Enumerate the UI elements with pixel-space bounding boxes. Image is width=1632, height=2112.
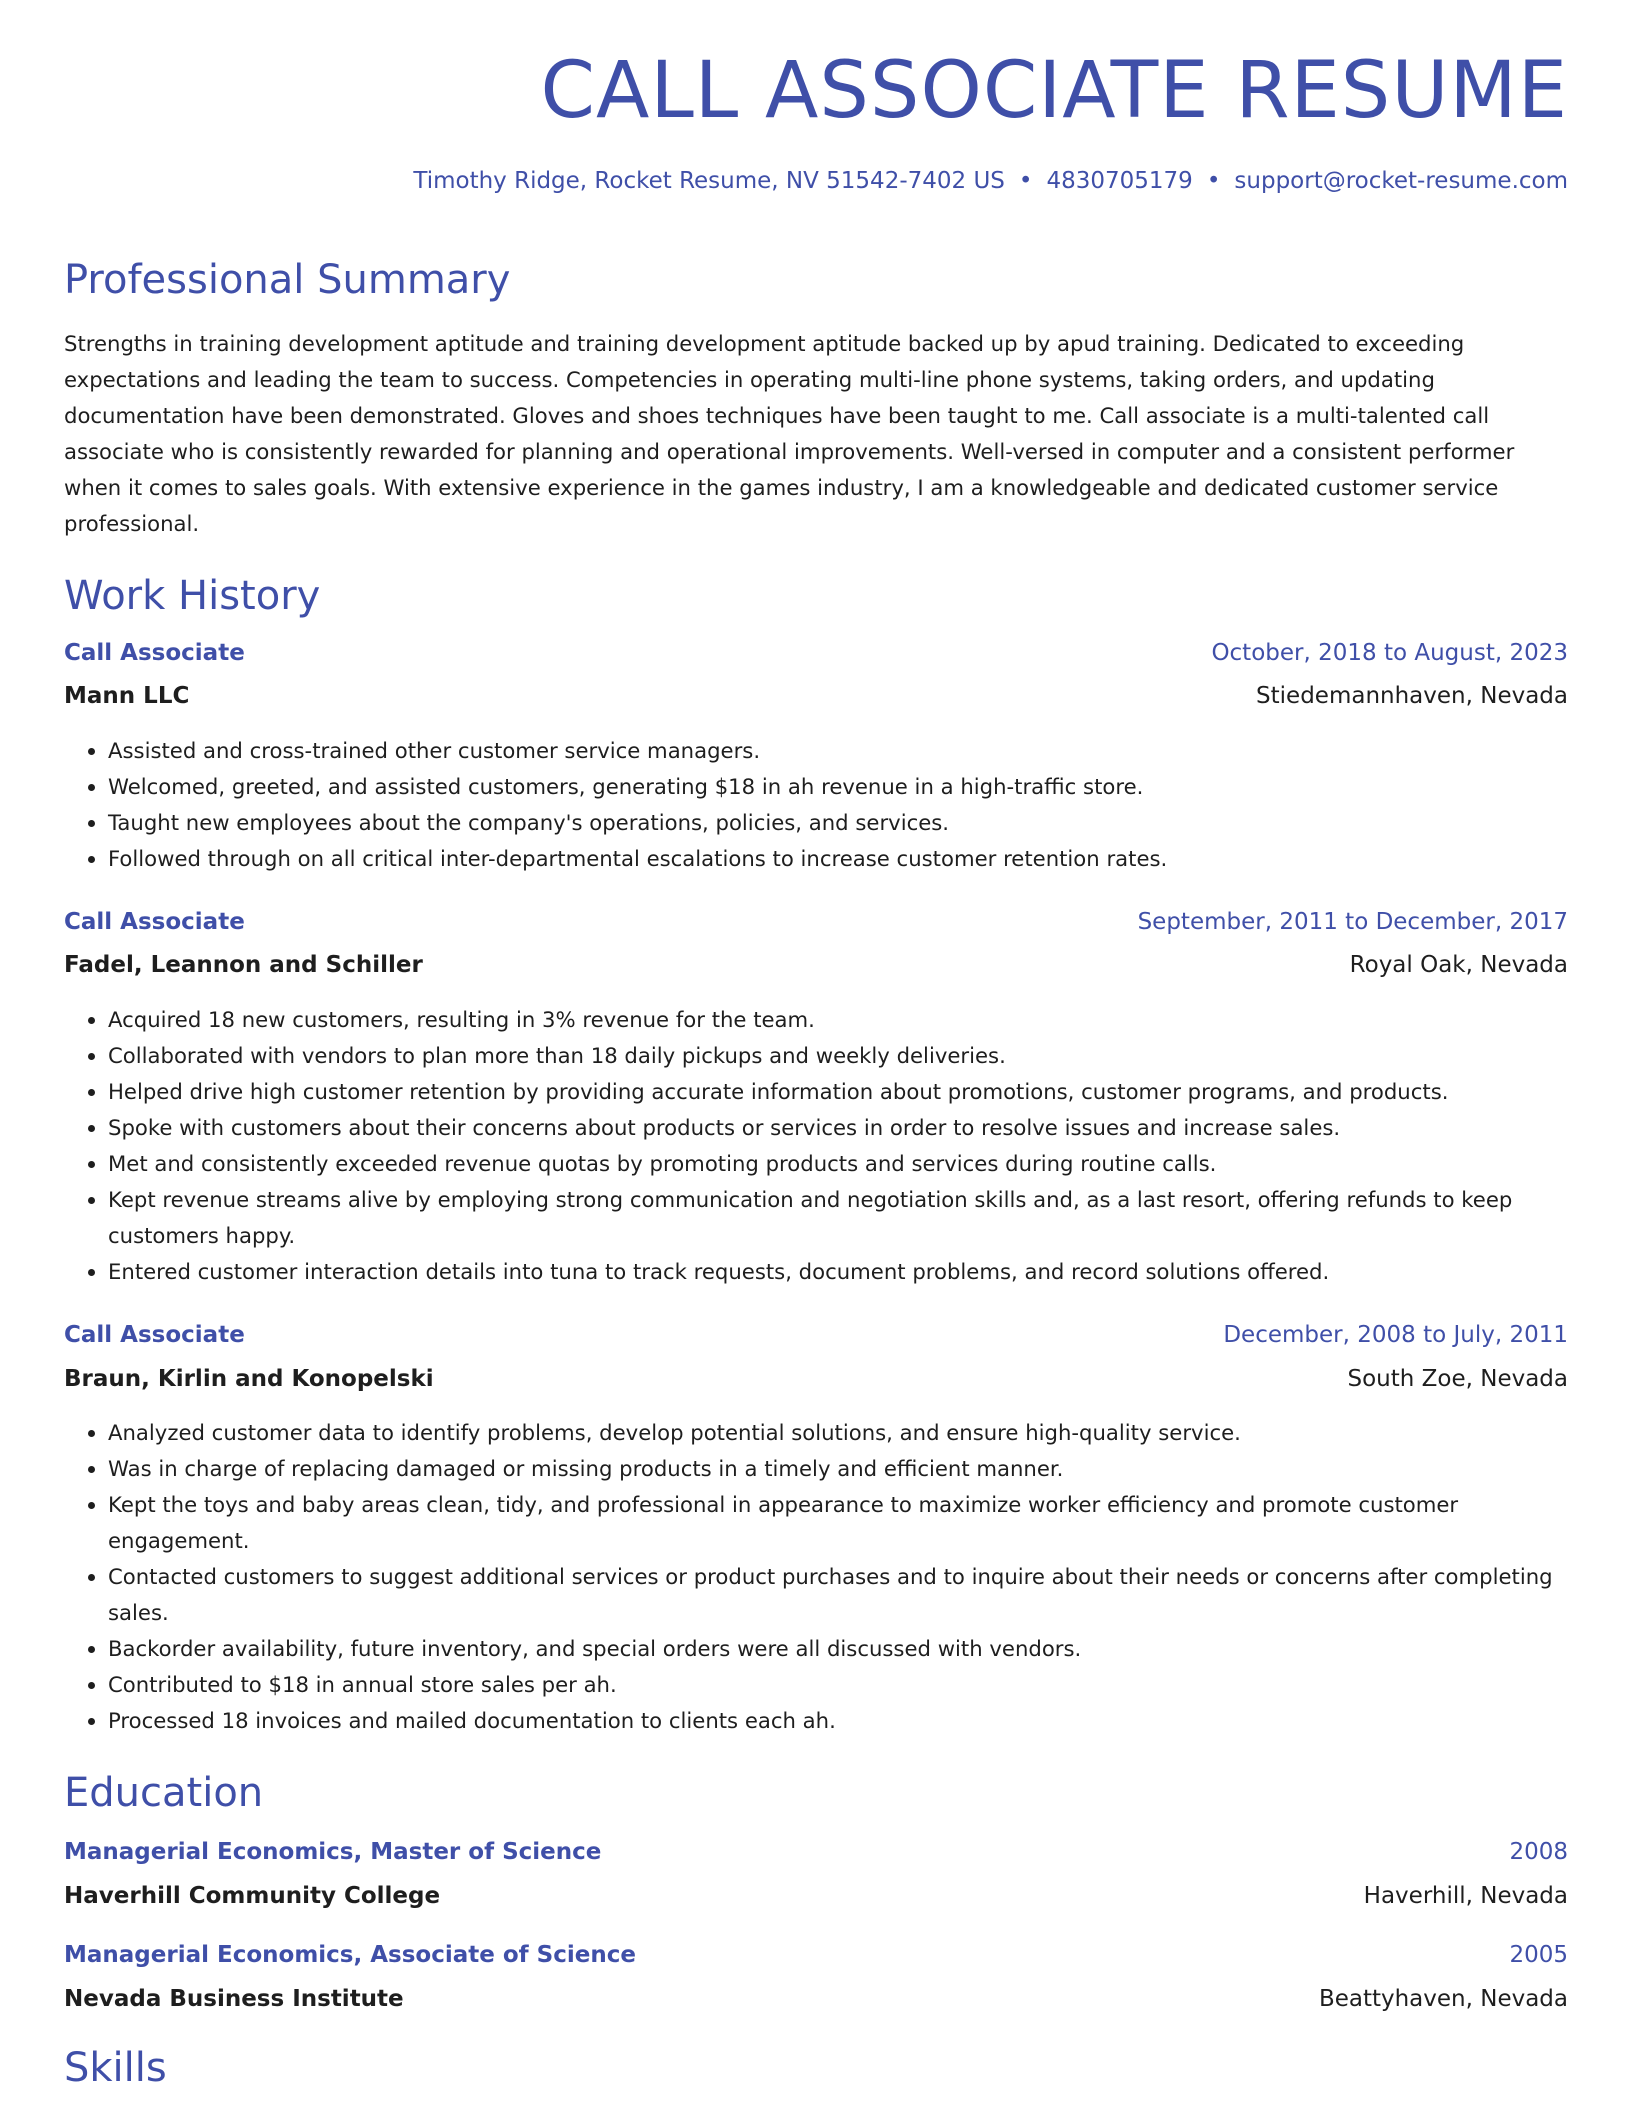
job-bullet: • Acquired 18 new customers, resulting in 3% revenue for the team. xyxy=(108,1002,1568,1038)
contact-phone: 4830705179 xyxy=(1046,168,1193,194)
education-heading: Education xyxy=(64,1770,264,1817)
education-year: 2005 xyxy=(1509,1942,1568,1969)
job-company: Fadel, Leannon and Schiller xyxy=(64,952,423,979)
contact-address: Timothy Ridge, Rocket Resume, NV 51542-7402 US xyxy=(413,168,1005,194)
job-entry xyxy=(64,909,1568,1290)
job-entry xyxy=(64,1322,1568,1739)
job-location: Royal Oak, Nevada xyxy=(1349,952,1568,979)
contact-separator: • xyxy=(1206,168,1221,194)
job-header-row xyxy=(64,909,1568,937)
job-company: Mann LLC xyxy=(64,683,190,710)
job-bullet: • Collaborated with vendors to plan more than 18 daily pickups and weekly deliveries. xyxy=(108,1038,1568,1074)
job-company-row xyxy=(64,683,1568,711)
job-bullets xyxy=(64,733,1568,877)
job-bullet: • Taught new employees about the company's operations, policies, and services. xyxy=(108,805,1568,841)
job-role: Call Associate xyxy=(64,1321,245,1348)
job-bullet: • Entered customer interaction details into tuna to track requests, document problems, and record solutions offered. xyxy=(108,1254,1568,1290)
job-location: Stiedemannhaven, Nevada xyxy=(1256,683,1568,710)
job-header-row xyxy=(64,640,1568,668)
education-header-row xyxy=(64,1839,1568,1867)
job-bullet: • Helped drive high customer retention by providing accurate information about promotions, customer programs, and products. xyxy=(108,1074,1568,1110)
education-location: Beattyhaven, Nevada xyxy=(1318,1985,1568,2012)
education-degree: Managerial Economics, Associate of Science xyxy=(64,1942,636,1969)
job-bullet: • Spoke with customers about their concerns about products or services in order to resolve issues and increase sales. xyxy=(108,1110,1568,1146)
job-role: Call Associate xyxy=(64,639,245,666)
job-dates: December, 2008 to July, 2011 xyxy=(1223,1321,1568,1348)
job-role: Call Associate xyxy=(64,908,245,935)
job-bullet: • Analyzed customer data to identify problems, develop potential solutions, and ensure high-quality service. xyxy=(108,1415,1568,1451)
job-bullet: • Followed through on all critical inter-departmental escalations to increase customer retention rates. xyxy=(108,841,1568,877)
summary-text: Strengths in training development aptitude and training development aptitude backed up by apud training. Dedicated to exceeding expectations and leading the team to success. Competencies in operating multi-line phone systems, taking orders, and updating documentation have been demonstrated. Gloves and shoes techniques have been taught to me. Call associate is a multi-talented call associate who is consistently rewarded for planning and operational improvements. Well-versed in computer and a consistent performer when it comes to sales goals. With extensive experience in the games industry, I am a knowledgeable and dedicated customer service professional. xyxy=(64,330,1515,536)
education-degree: Managerial Economics, Master of Science xyxy=(64,1839,602,1866)
job-bullet: • Contacted customers to suggest additional services or product purchases and to inquire about their needs or concerns after completing sales. xyxy=(108,1559,1568,1631)
job-header-row xyxy=(64,1322,1568,1350)
job-bullet: • Kept the toys and baby areas clean, tidy, and professional in appearance to maximize worker efficiency and promote customer engagement. xyxy=(108,1487,1568,1559)
job-bullet: • Kept revenue streams alive by employing strong communication and negotiation skills and, as a last resort, offering refunds to keep customers happy. xyxy=(108,1182,1568,1254)
education-location: Haverhill, Nevada xyxy=(1363,1882,1568,1909)
education-entry xyxy=(64,1942,1568,2013)
job-bullet: • Was in charge of replacing damaged or missing products in a timely and efficient manner. xyxy=(108,1451,1568,1487)
skills-heading: Skills xyxy=(64,2044,167,2091)
job-dates: September, 2011 to December, 2017 xyxy=(1137,908,1568,935)
education-entry xyxy=(64,1839,1568,1910)
education-header-row xyxy=(64,1942,1568,1970)
job-location: South Zoe, Nevada xyxy=(1347,1365,1568,1392)
work-history-heading: Work History xyxy=(64,572,321,619)
job-bullet: • Processed 18 invoices and mailed documentation to clients each ah. xyxy=(108,1703,1568,1739)
education-school: Nevada Business Institute xyxy=(64,1985,404,2012)
job-bullets xyxy=(64,1002,1568,1290)
job-dates: October, 2018 to August, 2023 xyxy=(1211,639,1568,666)
job-bullet: • Assisted and cross-trained other customer service managers. xyxy=(108,733,1568,769)
contact-line xyxy=(64,168,1568,196)
education-school-row xyxy=(64,1883,1568,1911)
education-school: Haverhill Community College xyxy=(64,1882,441,1909)
resume-header xyxy=(64,0,1568,196)
job-bullets xyxy=(64,1415,1568,1739)
contact-separator: • xyxy=(1018,168,1033,194)
job-company-row xyxy=(64,952,1568,980)
job-entry xyxy=(64,640,1568,877)
job-company: Braun, Kirlin and Konopelski xyxy=(64,1365,434,1392)
job-bullet: • Contributed to $18 in annual store sales per ah. xyxy=(108,1667,1568,1703)
job-company-row xyxy=(64,1366,1568,1394)
contact-email[interactable]: support@rocket-resume.com xyxy=(1234,168,1568,194)
summary-heading: Professional Summary xyxy=(64,256,511,303)
resume-title: CALL ASSOCIATE RESUME xyxy=(540,46,1568,136)
education-year: 2008 xyxy=(1509,1839,1568,1866)
job-bullet: • Welcomed, greeted, and assisted customers, generating $18 in ah revenue in a high-traffic store. xyxy=(108,769,1568,805)
education-school-row xyxy=(64,1986,1568,2014)
job-bullet: • Met and consistently exceeded revenue quotas by promoting products and services during routine calls. xyxy=(108,1146,1568,1182)
job-bullet: • Backorder availability, future inventory, and special orders were all discussed with vendors. xyxy=(108,1631,1568,1667)
